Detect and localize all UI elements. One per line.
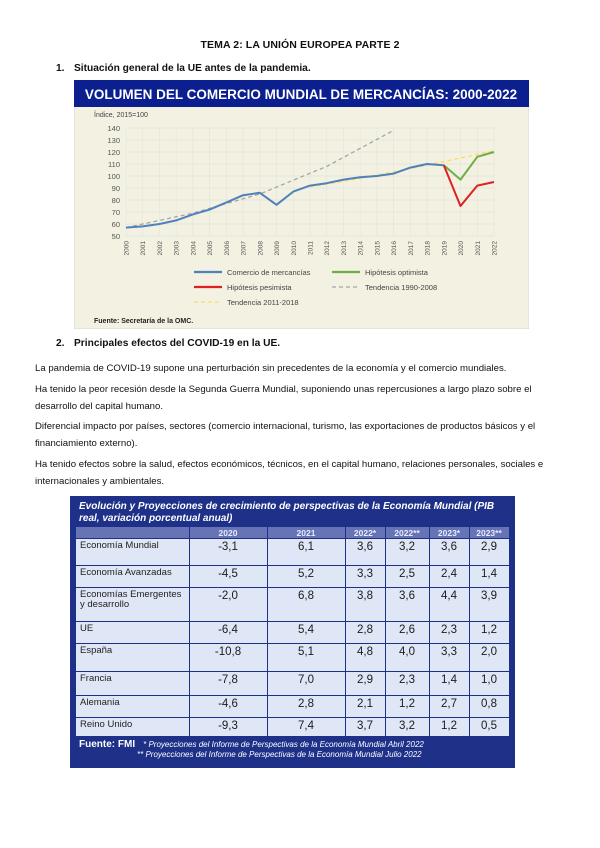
table-cell: -6,4: [189, 622, 267, 644]
table-cell: 7,0: [267, 672, 345, 696]
y-tick-label: 80: [111, 196, 120, 205]
table-cell: 3,8: [345, 588, 385, 622]
column-header: 2021: [267, 527, 345, 539]
table-cell: 5,4: [267, 622, 345, 644]
table-cell: 2,3: [385, 672, 429, 696]
x-tick-label: 2001: [140, 241, 148, 256]
table-cell: 3,7: [345, 718, 385, 736]
x-tick-label: 2019: [441, 241, 449, 256]
column-header: 2023**: [469, 527, 509, 539]
x-tick-label: 2012: [324, 241, 332, 256]
row-label: Economía Mundial: [76, 539, 189, 566]
y-tick-label: 50: [111, 232, 120, 241]
table-header-row: [76, 527, 509, 539]
row-label: España: [76, 644, 189, 672]
x-tick-label: 2009: [274, 241, 282, 256]
table-cell: 5,1: [267, 644, 345, 672]
section-number: 1.: [56, 63, 65, 74]
chart-title: VOLUMEN DEL COMERCIO MUNDIAL DE MERCANCÍAS: 2000-2022: [84, 87, 518, 102]
table-source: Fuente: FMI: [79, 739, 136, 750]
chart-source: Fuente: Secretaría de la OMC.: [94, 318, 194, 325]
table-cell: 4,4: [429, 588, 469, 622]
y-tick-label: 90: [111, 184, 120, 193]
table-row: [76, 588, 509, 622]
column-header: 2023*: [429, 527, 469, 539]
table-cell: 0,5: [469, 718, 509, 736]
y-tick-label: 140: [107, 124, 120, 133]
table-cell: -3,1: [189, 539, 267, 566]
table-cell: 2,9: [469, 539, 509, 566]
x-tick-label: 2000: [123, 241, 131, 256]
table-cell: 1,4: [469, 566, 509, 588]
table-grid: [76, 527, 510, 736]
table-row: [76, 672, 509, 696]
row-label: Economías Emergentes y desarrollo: [76, 588, 189, 622]
y-tick-label: 60: [111, 220, 120, 229]
x-tick-label: 2003: [173, 241, 181, 256]
table-row: [76, 622, 509, 644]
table-cell: 2,0: [469, 644, 509, 672]
x-tick-label: 2018: [424, 241, 432, 256]
table-row: [76, 696, 509, 718]
table-cell: 6,8: [267, 588, 345, 622]
x-tick-label: 2017: [407, 241, 415, 256]
column-header: 2022*: [345, 527, 385, 539]
table-cell: -4,6: [189, 696, 267, 718]
table-cell: -2,0: [189, 588, 267, 622]
row-label: Reino Unido: [76, 718, 189, 736]
paragraph: Ha tenido la peor recesión desde la Segunda Guerra Mundial, suponiendo unas repercusiones a largo plazo sobre el desarrollo del capital humano.: [35, 384, 532, 412]
table-cell: 2,9: [345, 672, 385, 696]
table-cell: 3,6: [429, 539, 469, 566]
table-cell: 2,8: [345, 622, 385, 644]
table-note: ** Proyecciones del Informe de Perspectivas de la Economía Mundial Julio 2022: [137, 750, 422, 759]
table-cell: -7,8: [189, 672, 267, 696]
table-row: [76, 718, 509, 736]
table-cell: 3,3: [429, 644, 469, 672]
legend-label: Hipótesis pesimista: [227, 283, 292, 292]
table-cell: 1,2: [469, 622, 509, 644]
y-tick-label: 120: [107, 148, 120, 157]
table-cell: 1,2: [385, 696, 429, 718]
chart-x-ticks: [124, 241, 499, 256]
x-tick-label: 2021: [474, 241, 482, 256]
column-header: 2022**: [385, 527, 429, 539]
table-note: * Proyecciones del Informe de Perspectivas de la Economía Mundial Abril 2022: [143, 740, 424, 749]
x-tick-label: 2006: [223, 241, 231, 256]
x-tick-label: 2005: [207, 241, 215, 256]
legend-label: Hipótesis optimista: [365, 268, 428, 277]
table-row: [76, 644, 509, 672]
table-cell: 7,4: [267, 718, 345, 736]
trade-volume-chart: [74, 80, 529, 329]
x-tick-label: 2020: [458, 241, 466, 256]
table-cell: 4,0: [385, 644, 429, 672]
x-tick-label: 2011: [307, 241, 315, 255]
x-tick-label: 2008: [257, 241, 265, 256]
legend-label: Tendencia 2011-2018: [227, 298, 299, 307]
table-cell: 3,2: [385, 718, 429, 736]
table-cell: 3,6: [345, 539, 385, 566]
row-label: Francia: [76, 672, 189, 696]
row-label: UE: [76, 622, 189, 644]
x-tick-label: 2013: [340, 241, 348, 256]
section-heading-text: Principales efectos del COVID-19 en la UE.: [74, 338, 281, 349]
table-cell: 2,8: [267, 696, 345, 718]
table-cell: 2,7: [429, 696, 469, 718]
y-tick-label: 70: [111, 208, 120, 217]
section-number: 2.: [56, 338, 65, 349]
table-cell: 1,4: [429, 672, 469, 696]
paragraph: Ha tenido efectos sobre la salud, efectos económicos, técnicos, en el capital humano, relaciones personales, sociales e internacionales y ambientales.: [35, 459, 544, 487]
row-label: Alemania: [76, 696, 189, 718]
table-cell: 2,1: [345, 696, 385, 718]
table-cell: 3,2: [385, 539, 429, 566]
table-cell: 1,0: [469, 672, 509, 696]
table-cell: 2,4: [429, 566, 469, 588]
table-body: [76, 539, 509, 736]
table-title: Evolución y Proyecciones de crecimiento de perspectivas de la Economía Mundial (PIB real, variación porcentual anual): [79, 501, 495, 524]
legend-label: Tendencia 1990-2008: [365, 283, 438, 292]
column-header: [76, 527, 189, 539]
table-cell: 1,2: [429, 718, 469, 736]
paragraph: La pandemia de COVID-19 supone una perturbación sin precedentes de la economía y el comercio mundiales.: [35, 363, 507, 374]
table-cell: -4,5: [189, 566, 267, 588]
section-heading-text: Situación general de la UE antes de la pandemia.: [74, 63, 311, 74]
paragraph: Diferencial impacto por países, sectores (comercio internacional, turismo, las exportaciones de productos básicos y el financiamiento externo).: [35, 421, 536, 449]
x-tick-label: 2015: [374, 241, 382, 256]
x-tick-label: 2016: [391, 241, 399, 256]
document-title: TEMA 2: LA UNIÓN EUROPEA PARTE 2: [200, 39, 400, 51]
table-cell: 3,6: [385, 588, 429, 622]
y-tick-label: 100: [107, 172, 120, 181]
x-tick-label: 2014: [357, 241, 365, 256]
table-cell: -10,8: [189, 644, 267, 672]
table-footer: [79, 740, 509, 760]
table-cell: -9,3: [189, 718, 267, 736]
x-tick-label: 2004: [190, 241, 198, 256]
x-tick-label: 2002: [156, 241, 164, 256]
table-cell: 2,3: [429, 622, 469, 644]
table-cell: 5,2: [267, 566, 345, 588]
legend-label: Comercio de mercancías: [227, 268, 311, 277]
table-cell: 3,3: [345, 566, 385, 588]
table-cell: 4,8: [345, 644, 385, 672]
table-cell: 2,5: [385, 566, 429, 588]
y-tick-label: 130: [107, 136, 120, 145]
growth-projections-table: [70, 496, 515, 768]
table-cell: 6,1: [267, 539, 345, 566]
x-tick-label: 2007: [240, 241, 248, 256]
table-cell: 2,6: [385, 622, 429, 644]
table-cell: 0,8: [469, 696, 509, 718]
x-tick-label: 2010: [290, 241, 298, 256]
y-tick-label: 110: [108, 160, 120, 169]
chart-y-axis-label: Índice, 2015=100: [94, 112, 148, 119]
table-row: [76, 566, 509, 588]
x-tick-label: 2022: [491, 241, 499, 256]
row-label: Economía Avanzadas: [76, 566, 189, 588]
table-cell: 3,9: [469, 588, 509, 622]
section-heading-2: [56, 338, 280, 349]
table-row: [76, 539, 509, 566]
column-header: 2020: [189, 527, 267, 539]
section-heading-1: [56, 63, 311, 74]
